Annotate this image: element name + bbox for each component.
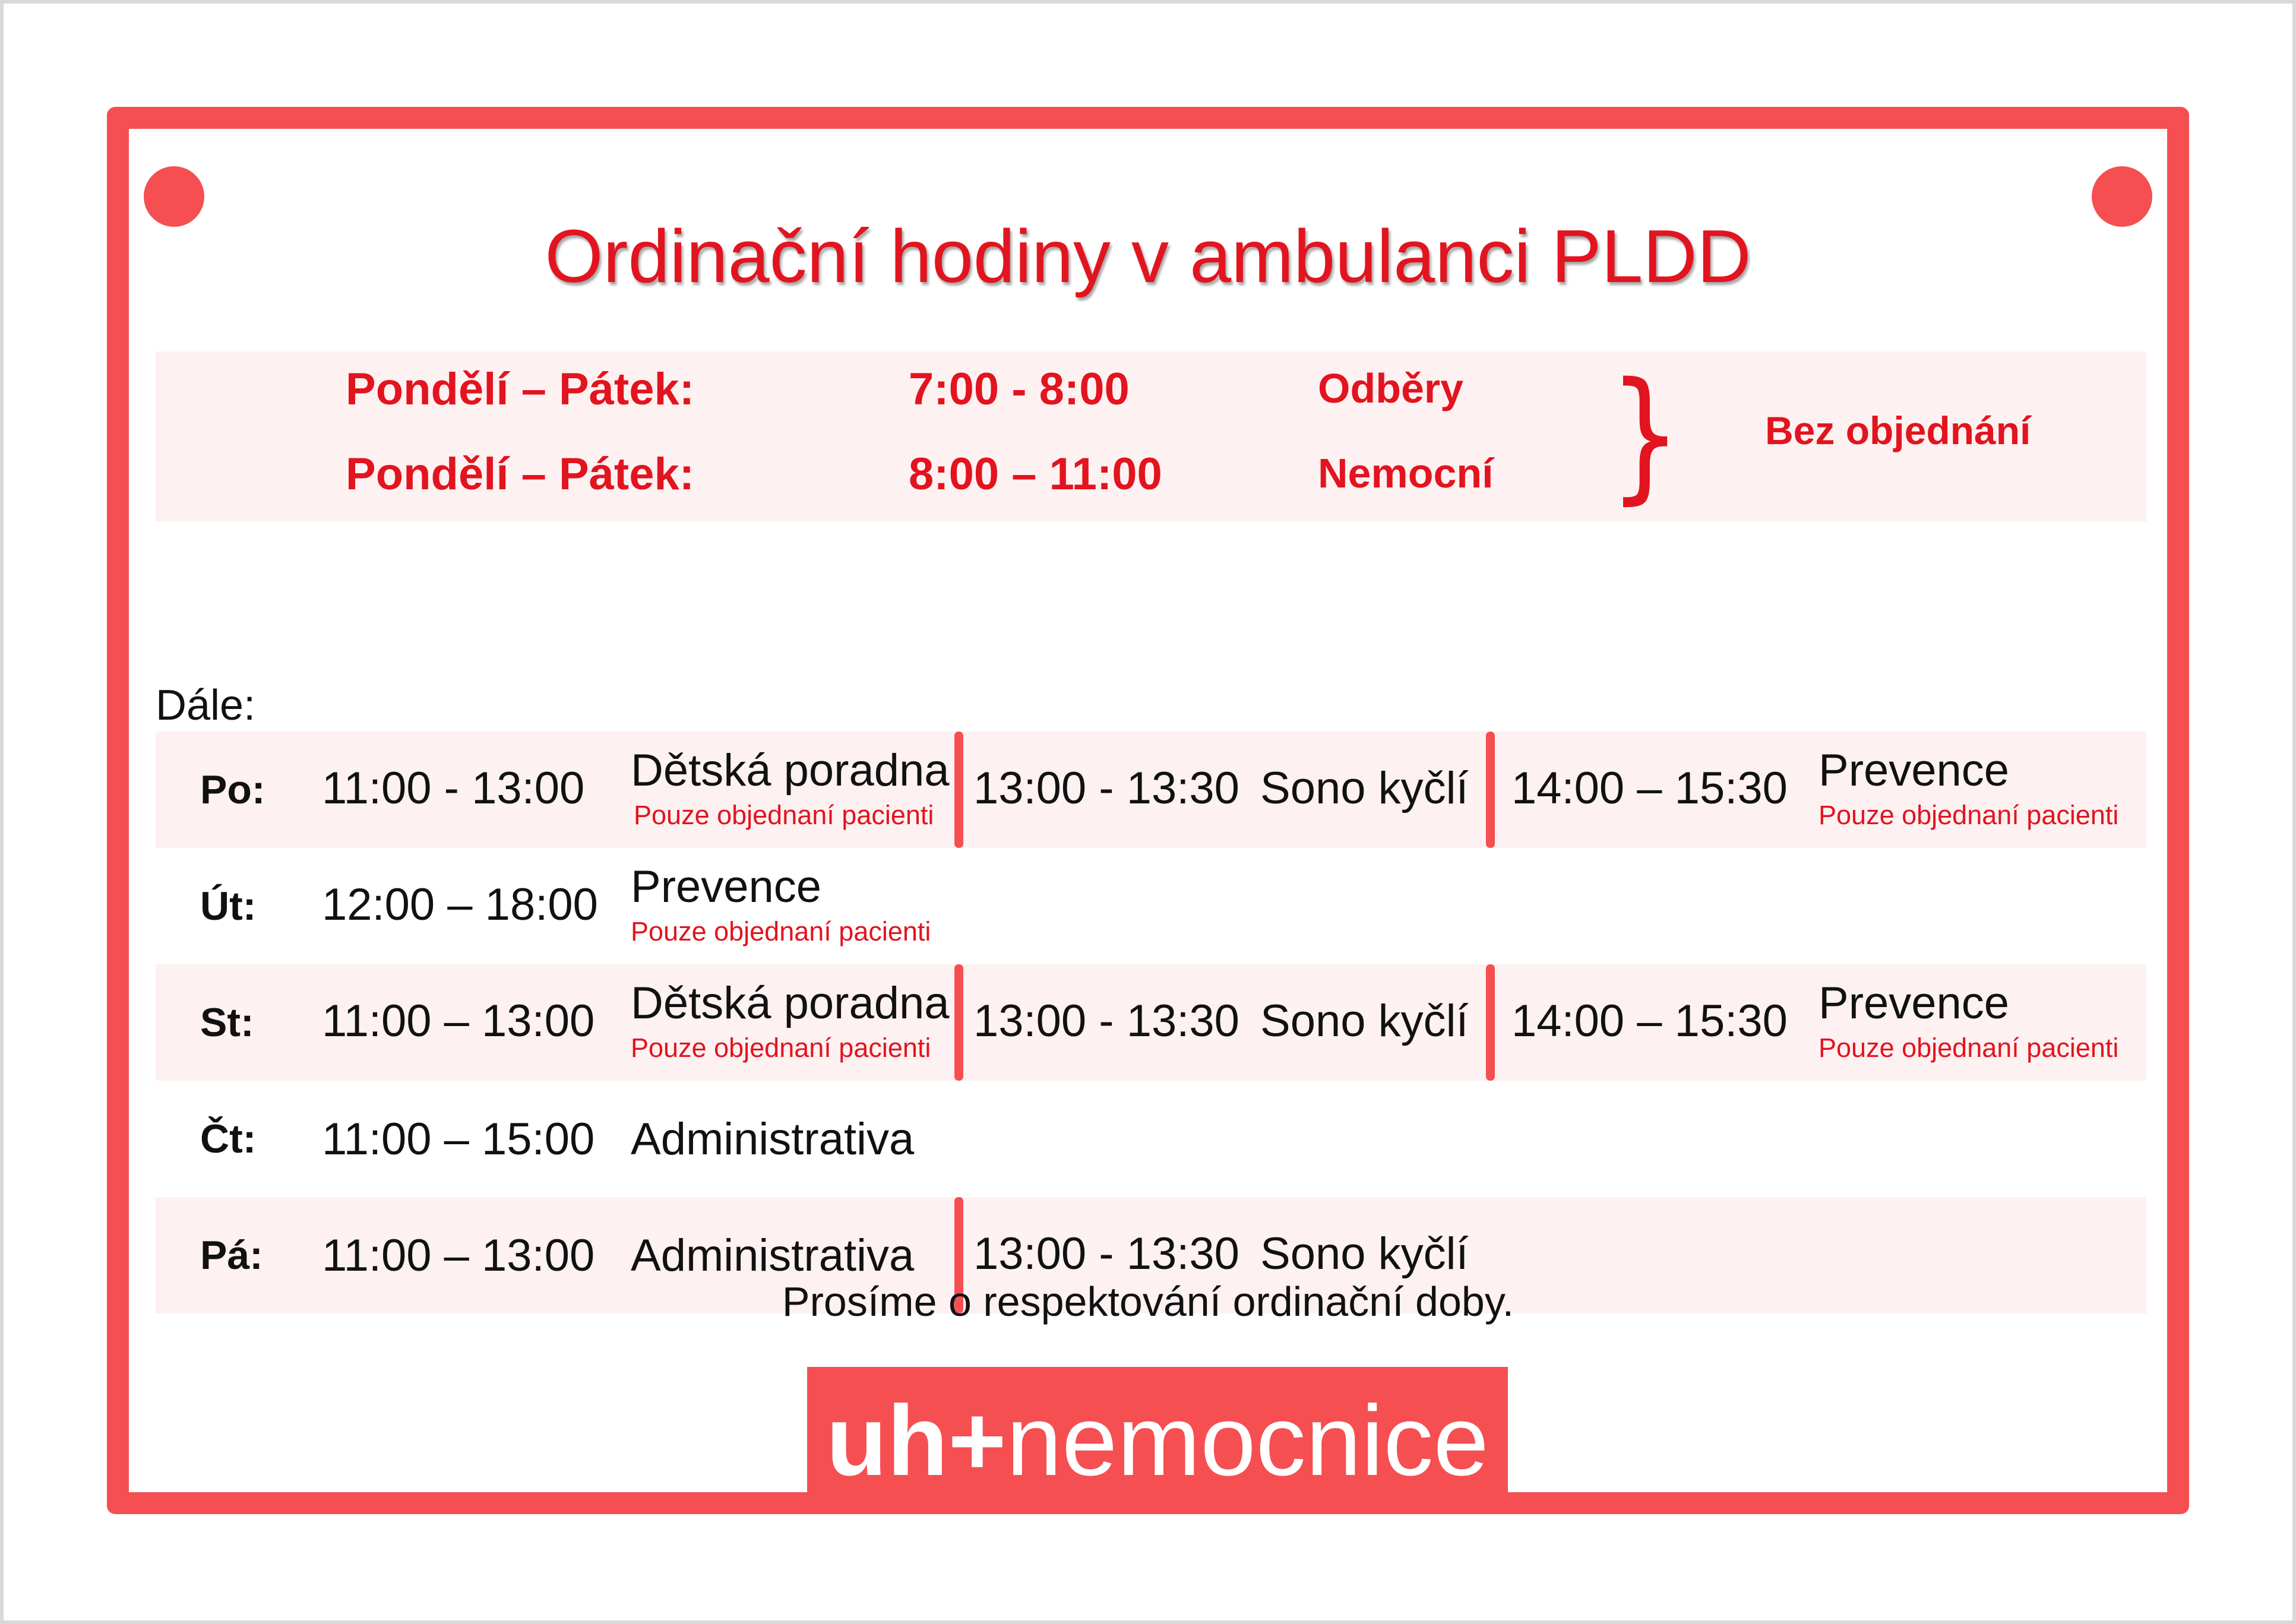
block-divider [1486, 732, 1495, 848]
block-time: 11:00 – 15:00 [322, 1114, 595, 1164]
day-label: St: [200, 1000, 254, 1045]
block-time: 11:00 - 13:00 [322, 763, 585, 813]
block-time: 14:00 – 15:30 [1511, 996, 1788, 1046]
block-label: Prevence [1819, 745, 2010, 796]
schedule-row-tuesday [156, 848, 2146, 964]
day-label: Pá: [200, 1233, 263, 1278]
footer-note: Prosíme o respektování ordinační doby. [782, 1278, 1514, 1325]
block-time: 13:00 - 13:30 [973, 1229, 1239, 1279]
walk-in-days-1: Pondělí – Pátek: [346, 364, 695, 414]
block-label: Dětská poradna [631, 745, 950, 796]
block-label: Prevence [1819, 978, 2010, 1028]
block-label: Administrativa [631, 1230, 915, 1281]
schedule-row-monday [156, 732, 2146, 848]
walk-in-label-2: Nemocní [1318, 450, 1494, 496]
block-sub-note: Pouze objednaní pacienti [634, 800, 934, 830]
block-time: 12:00 – 18:00 [322, 879, 598, 930]
block-divider [1486, 964, 1495, 1081]
block-sub-note: Pouze objednaní pacienti [1819, 800, 2119, 830]
block-label: Administrativa [631, 1114, 915, 1164]
day-label: Po: [200, 767, 265, 812]
block-time: 13:00 - 13:30 [973, 763, 1239, 813]
block-label: Sono kyčlí [1260, 1229, 1469, 1279]
walk-in-days-2: Pondělí – Pátek: [346, 449, 695, 499]
block-label: Sono kyčlí [1260, 996, 1469, 1046]
more-label: Dále: [156, 682, 256, 729]
walk-in-time-2: 8:00 – 11:00 [909, 449, 1162, 499]
block-time: 11:00 – 13:00 [322, 996, 595, 1046]
block-sub-note: Pouze objednaní pacienti [631, 916, 931, 946]
block-time: 11:00 – 13:00 [322, 1230, 595, 1281]
block-time: 14:00 – 15:30 [1511, 763, 1788, 813]
walk-in-hours-band [156, 352, 2146, 521]
block-sub-note: Pouze objednaní pacienti [1819, 1033, 2119, 1063]
sign-board [107, 107, 2189, 1514]
walk-in-label-1: Odběry [1318, 365, 1464, 411]
schedule-row-thursday [156, 1081, 2146, 1197]
uh-nemocnice-logo: uh+nemocnice [807, 1367, 1508, 1514]
day-label: Út: [200, 884, 257, 929]
block-label: Prevence [631, 862, 822, 912]
block-label: Dětská poradna [631, 978, 950, 1028]
page-title: Ordinační hodiny v ambulanci PLDD [545, 214, 1751, 298]
block-sub-note: Pouze objednaní pacienti [631, 1033, 931, 1063]
no-appointment-note: Bez objednání [1765, 409, 2031, 452]
block-label: Sono kyčlí [1260, 763, 1469, 813]
day-label: Čt: [200, 1116, 257, 1161]
block-divider [954, 964, 963, 1081]
schedule-row-wednesday [156, 964, 2146, 1081]
walk-in-time-1: 7:00 - 8:00 [909, 364, 1130, 414]
block-time: 13:00 - 13:30 [973, 996, 1239, 1046]
block-divider [954, 732, 963, 848]
brace-icon: } [1609, 352, 1682, 518]
